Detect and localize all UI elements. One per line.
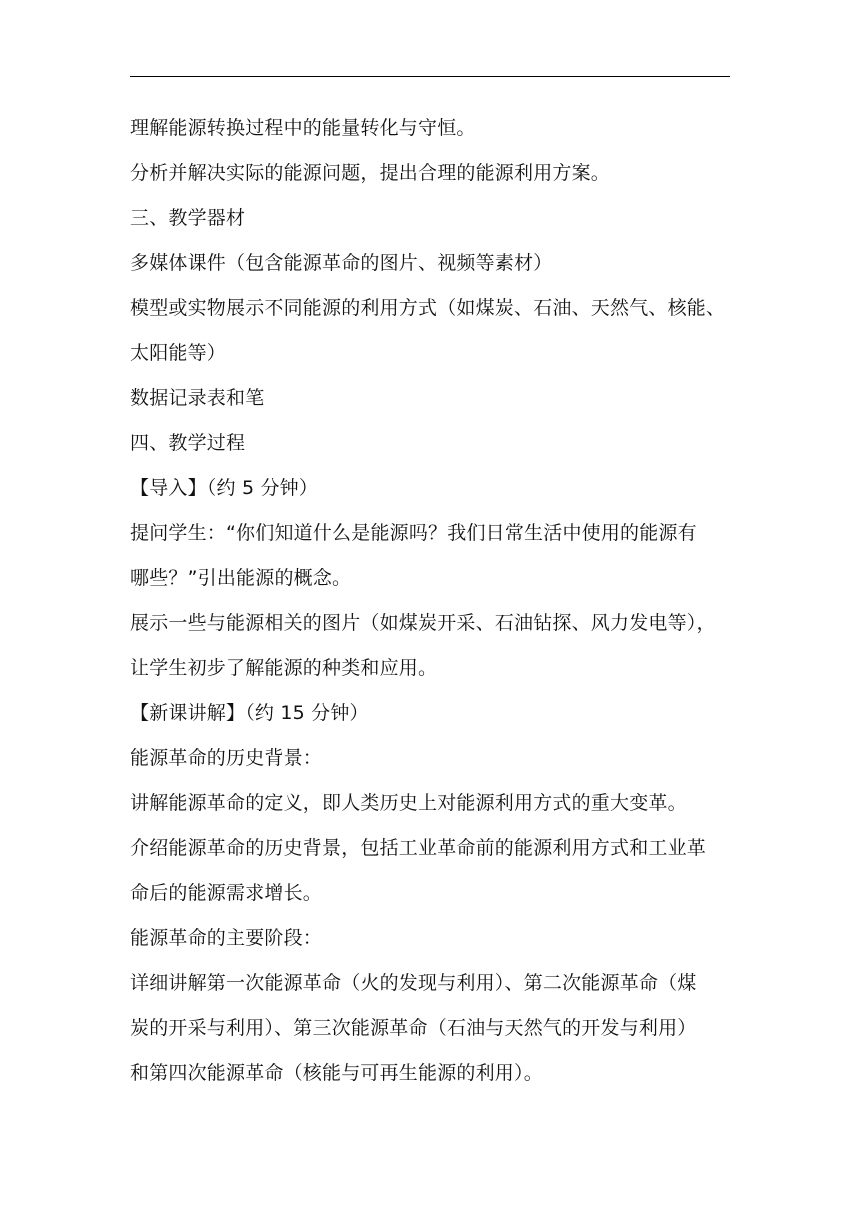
- text-line-definition: 讲解能源革命的定义，即人类历史上对能源利用方式的重大变革。: [130, 792, 687, 814]
- text-line-background-1: 介绍能源革命的历史背景，包括工业革命前的能源利用方式和工业革: [130, 837, 707, 859]
- text-line-data-sheet: 数据记录表和笔: [130, 387, 265, 409]
- text-line-question-1: 提问学生：“你们知道什么是能源吗？我们日常生活中使用的能源有: [130, 522, 697, 544]
- text-line-pictures-1: 展示一些与能源相关的图片（如煤炭开采、石油钻探、风力发电等），: [130, 612, 716, 634]
- section-heading-materials: 三、教学器材: [130, 207, 246, 229]
- subheading-new-lesson: 【新课讲解】（约 15 分钟）: [130, 702, 369, 724]
- text-line-background-2: 命后的能源需求增长。: [130, 882, 323, 904]
- text-line-stages-1: 详细讲解第一次能源革命（火的发现与利用）、第二次能源革命（煤: [130, 972, 697, 994]
- text-line-question-2: 哪些？”引出能源的概念。: [130, 567, 352, 589]
- text-line-stages-3: 和第四次能源革命（核能与可再生能源的利用）。: [130, 1062, 543, 1084]
- section-heading-process: 四、教学过程: [130, 432, 246, 454]
- text-line-models-2: 太阳能等）: [130, 342, 227, 364]
- text-line-history-heading: 能源革命的历史背景：: [130, 747, 323, 769]
- text-line-multimedia: 多媒体课件（包含能源革命的图片、视频等素材）: [130, 252, 553, 274]
- header-rule: [130, 76, 730, 77]
- text-line-pictures-2: 让学生初步了解能源的种类和应用。: [130, 657, 438, 679]
- subheading-introduction: 【导入】（约 5 分钟）: [130, 477, 319, 499]
- text-line-stages-2: 炭的开采与利用）、第三次能源革命（石油与天然气的开发与利用）: [130, 1017, 697, 1039]
- document-body: [130, 106, 730, 1096]
- text-line-analyze-problems: 分析并解决实际的能源问题，提出合理的能源利用方案。: [130, 162, 611, 184]
- text-line-understand-conversion: 理解能源转换过程中的能量转化与守恒。: [130, 117, 476, 139]
- text-line-stages-heading: 能源革命的主要阶段：: [130, 927, 323, 949]
- text-line-models-1: 模型或实物展示不同能源的利用方式（如煤炭、石油、天然气、核能、: [130, 297, 726, 319]
